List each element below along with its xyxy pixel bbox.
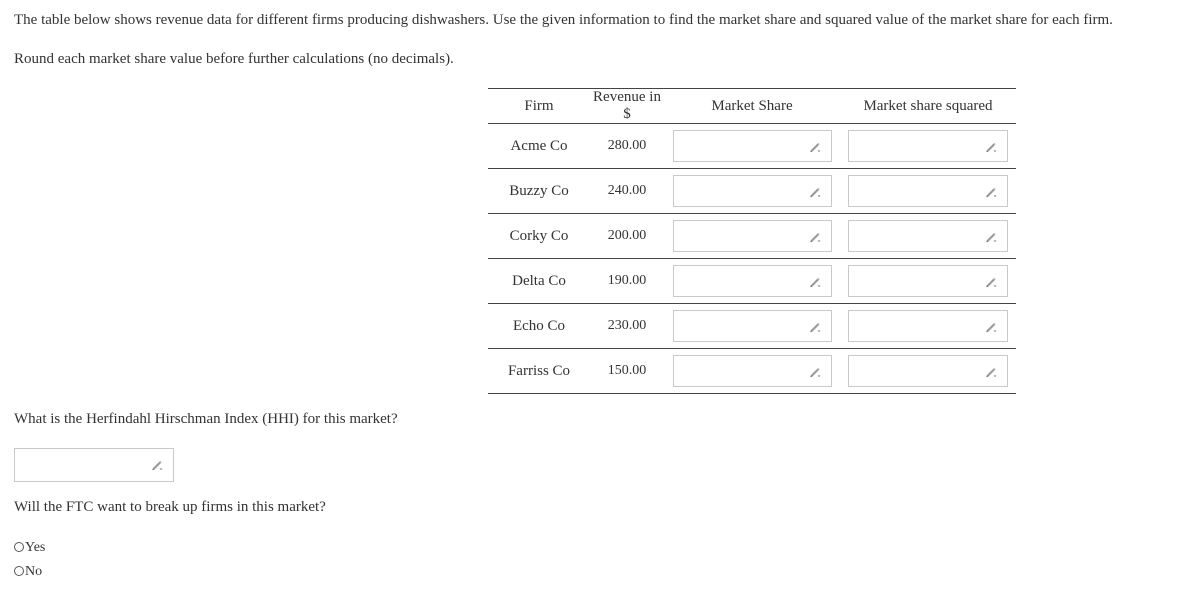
firm-cell [488, 214, 590, 259]
pencil-icon [150, 458, 164, 472]
header-market-share: Market Share [664, 89, 840, 124]
market-share-input[interactable] [673, 175, 832, 207]
pencil-icon [984, 320, 998, 334]
firm-cell [488, 124, 590, 169]
rounding-instruction: Round each market share value before further calculations (no decimals). [14, 51, 454, 67]
pencil-icon [984, 185, 998, 199]
market-share-squared-input[interactable] [848, 175, 1008, 207]
firm-cell [488, 259, 590, 304]
table-row [488, 124, 1016, 169]
table-row [488, 169, 1016, 214]
instruction-text: The table below shows revenue data for different firms producing dishwashers. Use the given information to find the market share and squared value of the market share for each firm. [14, 12, 1113, 28]
table-row [488, 214, 1016, 259]
firm-cell [488, 169, 590, 214]
revenue-table [488, 88, 1016, 394]
hhi-question: What is the Herfindahl Hirschman Index (HHI) for this market? [14, 411, 398, 427]
market-share-cell [664, 169, 840, 214]
market-share-cell [664, 259, 840, 304]
firm-name: Echo Co [512, 317, 566, 334]
table-row [488, 259, 1016, 304]
header-firm: Firm [488, 89, 590, 124]
market-share-squared-cell [840, 259, 1016, 304]
pencil-icon [984, 140, 998, 154]
pencil-icon [808, 140, 822, 154]
market-share-squared-input[interactable] [848, 220, 1008, 252]
market-share-squared-cell [840, 214, 1016, 259]
market-share-cell [664, 214, 840, 259]
firm-name: Buzzy Co [509, 182, 569, 199]
radio-circle[interactable] [14, 542, 24, 552]
header-market-share-squared: Market share squared [840, 89, 1016, 124]
firm-cell [488, 349, 590, 394]
header-revenue: Revenue in $ [590, 89, 664, 124]
market-share-squared-cell [840, 169, 1016, 214]
market-share-squared-input[interactable] [848, 265, 1008, 297]
market-share-input[interactable] [673, 130, 832, 162]
pencil-icon [808, 365, 822, 379]
pencil-icon [984, 365, 998, 379]
firm-cell [488, 304, 590, 349]
market-share-cell [664, 349, 840, 394]
pencil-icon [808, 230, 822, 244]
market-share-input[interactable] [673, 355, 832, 387]
market-share-squared-cell [840, 349, 1016, 394]
firm-name: Acme Co [510, 137, 568, 154]
revenue-cell: 200.00 [590, 214, 664, 259]
table-row [488, 349, 1016, 394]
market-share-squared-cell [840, 124, 1016, 169]
radio-label-yes: Yes [25, 540, 46, 555]
market-share-input[interactable] [673, 310, 832, 342]
market-share-cell [664, 124, 840, 169]
revenue-cell: 240.00 [590, 169, 664, 214]
market-share-cell [664, 304, 840, 349]
firm-name: Delta Co [512, 272, 566, 289]
market-share-squared-input[interactable] [848, 355, 1008, 387]
ftc-question: Will the FTC want to break up firms in this market? [14, 499, 326, 515]
pencil-icon [984, 275, 998, 289]
firm-name: Farriss Co [507, 362, 571, 379]
radio-circle[interactable] [14, 566, 24, 576]
radio-label-no: No [25, 564, 43, 579]
revenue-cell: 280.00 [590, 124, 664, 169]
market-share-squared-cell [840, 304, 1016, 349]
radio-yes[interactable] [14, 540, 45, 556]
revenue-cell: 190.00 [590, 259, 664, 304]
market-share-input[interactable] [673, 220, 832, 252]
pencil-icon [984, 230, 998, 244]
table-row [488, 304, 1016, 349]
market-share-input[interactable] [673, 265, 832, 297]
revenue-cell: 150.00 [590, 349, 664, 394]
pencil-icon [808, 185, 822, 199]
radio-no[interactable] [14, 564, 42, 580]
market-share-squared-input[interactable] [848, 310, 1008, 342]
pencil-icon [808, 320, 822, 334]
firm-name: Corky Co [509, 227, 569, 244]
revenue-cell: 230.00 [590, 304, 664, 349]
hhi-answer-input[interactable] [14, 448, 174, 482]
market-share-squared-input[interactable] [848, 130, 1008, 162]
pencil-icon [808, 275, 822, 289]
table-header-row [488, 89, 1016, 124]
